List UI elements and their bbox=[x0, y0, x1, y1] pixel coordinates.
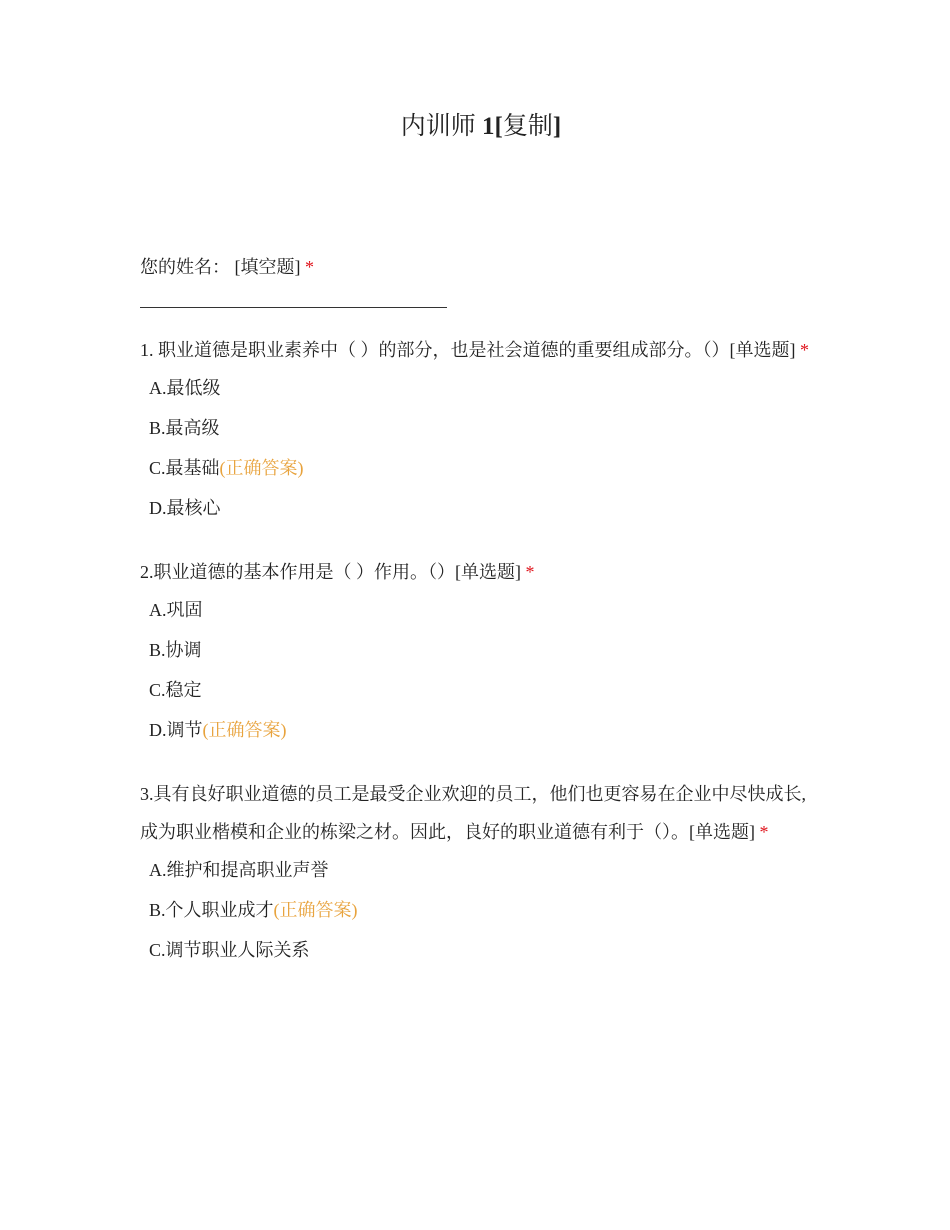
option-label: D.最核心 bbox=[149, 498, 221, 518]
name-answer-field[interactable] bbox=[140, 307, 447, 308]
question-3-text: 3.具有良好职业道德的员工是最受企业欢迎的员工，他们也更容易在企业中尽快成长,成为职业楷模和企业的栋梁之材。因此，良好的职业道德有利于（）。[单选题] bbox=[140, 784, 806, 842]
required-star: * bbox=[305, 257, 314, 277]
option-b[interactable] bbox=[149, 639, 812, 661]
question-1-text: 1. 职业道德是职业素养中（ ）的部分，也是社会道德的重要组成部分。（）[单选题] bbox=[140, 340, 796, 360]
required-star: * bbox=[759, 822, 769, 842]
option-label: A.维护和提高职业声誉 bbox=[149, 860, 329, 880]
option-a[interactable] bbox=[149, 599, 812, 621]
option-d[interactable] bbox=[149, 719, 812, 741]
option-label: B.最高级 bbox=[149, 418, 220, 438]
option-c[interactable] bbox=[149, 939, 812, 961]
name-question bbox=[140, 248, 812, 280]
correct-answer-tag: (正确答案) bbox=[202, 720, 287, 740]
option-list bbox=[140, 859, 812, 961]
option-label: B.个人职业成才 bbox=[149, 900, 274, 920]
required-star: * bbox=[800, 340, 809, 360]
title-prefix: 内训师 bbox=[400, 113, 483, 140]
title-bold: 1[ bbox=[482, 113, 503, 140]
option-list bbox=[140, 599, 812, 741]
option-label: C.稳定 bbox=[149, 680, 202, 700]
option-label: D.调节 bbox=[149, 720, 203, 740]
question-1 bbox=[140, 331, 812, 519]
name-question-type: [填空题] bbox=[234, 257, 301, 277]
title-suffix: ] bbox=[552, 113, 562, 140]
question-3 bbox=[140, 775, 812, 961]
option-b[interactable] bbox=[149, 899, 812, 921]
option-label: C.最基础 bbox=[149, 458, 220, 478]
title-middle: 复制 bbox=[502, 113, 553, 140]
question-text bbox=[140, 331, 812, 369]
option-list bbox=[140, 377, 812, 519]
option-c[interactable] bbox=[149, 679, 812, 701]
option-label: A.巩固 bbox=[149, 600, 203, 620]
option-label: C.调节职业人际关系 bbox=[149, 940, 310, 960]
name-question-label: 您的姓名： bbox=[140, 257, 230, 277]
question-2-text: 2.职业道德的基本作用是（ ）作用。（）[单选题] bbox=[140, 562, 521, 582]
correct-answer-tag: (正确答案) bbox=[273, 900, 358, 920]
question-text bbox=[140, 553, 812, 591]
required-star: * bbox=[525, 562, 535, 582]
survey-content bbox=[140, 248, 812, 995]
question-text bbox=[140, 775, 812, 851]
correct-answer-tag: (正确答案) bbox=[219, 458, 304, 478]
option-a[interactable] bbox=[149, 859, 812, 881]
page-title bbox=[0, 110, 950, 144]
option-label: B.协调 bbox=[149, 640, 202, 660]
option-d[interactable] bbox=[149, 497, 812, 519]
option-label: A.最低级 bbox=[149, 378, 221, 398]
option-a[interactable] bbox=[149, 377, 812, 399]
option-c[interactable] bbox=[149, 457, 812, 479]
question-2 bbox=[140, 553, 812, 741]
option-b[interactable] bbox=[149, 417, 812, 439]
